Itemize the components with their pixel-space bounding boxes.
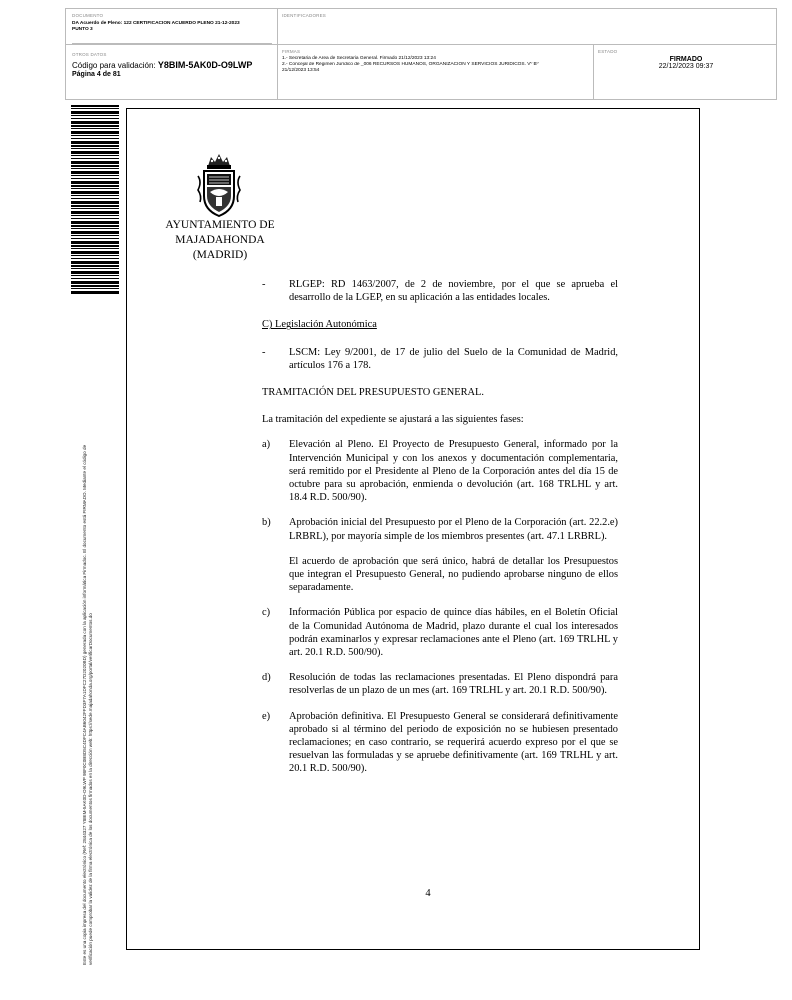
identificadores-cell (282, 9, 772, 44)
firmas-cell (282, 44, 588, 100)
coat-of-arms-icon (192, 152, 246, 218)
document-body (262, 278, 618, 776)
item-a-text: Elevación al Pleno. El Proyecto de Presupuesto General, informado por la Intervención Municipal y con los anexos y documentación complementaria, será remitido por el Presidente al Pleno de la Corporación antes del día 15 de octubre para su aprobación, enmienda o devolución (art. 168 TRLHL y art. 18.4 R.D. 500/90). (289, 439, 618, 504)
firma-2-date: 21/12/2023 13:54 (282, 68, 320, 73)
letterhead (150, 218, 290, 263)
estado-value: FIRMADO (669, 56, 703, 63)
list-marker: - (262, 346, 266, 358)
section-heading-autonomica: C) Legislación Autonómica (262, 319, 377, 331)
estado-cell (598, 44, 774, 100)
validation-line (72, 60, 272, 70)
item-e-text: Aprobación definitiva. El Presupuesto General se considerará definitivamente aprobado si al término del periodo de exposición no se hubiesen presentado reclamaciones; en caso contrario, se requerirá acuerdo expreso por el que se resuelvan las formuladas y se apruebe definitivamente (art. 169 TRLHL y art. 20.1 R.D. 500/90). (289, 710, 618, 775)
list-marker: - (262, 279, 266, 290)
list-item-c (262, 606, 618, 659)
page-info: Página 4 de 81 (72, 71, 121, 78)
document-header (65, 8, 777, 100)
list-item-lscm (262, 346, 618, 372)
identificadores-label: IDENTIFICADORES (282, 13, 327, 18)
list-item-a (262, 438, 618, 504)
lscm-text: LSCM: Ley 9/2001, de 17 de julio del Suelo de la Comunidad de Madrid, artículos 176 a 178. (289, 346, 618, 371)
documento-label: DOCUMENTO (72, 13, 104, 18)
otros-datos-label: OTROS DATOS (72, 52, 107, 57)
estado-label: ESTADO (598, 49, 618, 54)
item-b-continuation: El acuerdo de aprobación que será único, habrá de detallar los Presupuestos que integran el Presupuesto General, no pudiendo aprobarse ninguno de ellos separadamente. (289, 555, 618, 594)
list-marker: e) (262, 710, 271, 722)
page-number: 4 (425, 888, 431, 899)
firmas-label: FIRMAS (282, 49, 301, 54)
list-marker: a) (262, 439, 271, 451)
item-c-text: Información Pública por espacio de quince días hábiles, en el Boletín Oficial de la Comunidad Autónoma de Madrid, plazo durante el cual los interesados podrán examinarlos y expresar reclamaciones ante el Pleno (art. 169 TRLHL y art. 20.1 R.D. 500/90). (289, 607, 618, 659)
section-heading-tramitacion: TRAMITACIÓN DEL PRESUPUESTO GENERAL. (262, 387, 484, 399)
list-marker: b) (262, 517, 271, 529)
rlgep-text: RLGEP: RD 1463/2007, de 2 de noviembre, por el que se aprueba el desarrollo de la LGEP, en su aplicación a las entidades locales. (289, 279, 618, 304)
documento-cell (72, 9, 272, 44)
list-marker: c) (262, 607, 271, 619)
letterhead-line-1: AYUNTAMIENTO DE (165, 219, 275, 231)
documento-value: DA Acuerdo de Pleno: 122 CERTIFICACION ACUERDO PLENO 21-12-2023 PUNTO 3 (72, 21, 240, 32)
item-d-text: Resolución de todas las reclamaciones presentadas. El Pleno dispondrá para resolverlas de un plazo de un mes (art. 169 TRLHL y art. 20.1 R.D. 500/90). (289, 672, 618, 697)
letterhead-line-3: (MADRID) (192, 249, 248, 261)
side-verification-line-1: Este es una copia impresa del documento electrónico (Ref: 2844327 Y8BIM-5AK0D-O9LWP 98F0C0B8D5C4DFC4AB6042FFD3F7A1DFC27D2020BD) generada con la aplicación informática Firmadoc. El documento está FIRMADO. Mediante el código de (82, 444, 87, 965)
list-item-e (262, 710, 618, 776)
firma-1: 1.- Secretaria de Area de Secretaria General. Firmado 21/12/2023 13:24 (282, 56, 436, 61)
validation-prefix: Código para validación: (72, 61, 156, 70)
barcode (71, 105, 119, 295)
side-verification-line-2: verificación puede comprobar la validez de la firma electrónica de los documentos firmados en la dirección web: https://sede.majadahonda.org/portal/verificarDocumentos.do (88, 613, 93, 965)
estado-date: 22/12/2023 09:37 (658, 63, 714, 70)
item-b-text: Aprobación inicial del Presupuesto por el Pleno de la Corporación (art. 22.2.e) LRBRL), por mayoría simple de los miembros presentes (art. 47.1 LRBRL). (289, 517, 618, 542)
list-item-b (262, 516, 618, 542)
list-item-d (262, 671, 618, 697)
intro-paragraph: La tramitación del expediente se ajustará a las siguientes fases: (262, 414, 524, 426)
list-marker: d) (262, 672, 271, 684)
otros-datos-cell (72, 44, 272, 100)
firma-2: 2.- Concejal de Régimen Jurídico de _006 RECURSOS HUMANOS, ORGANIZACIÓN Y SERVICIOS JURIDICOS. Vº Bº (282, 62, 539, 67)
validation-code: Y8BIM-5AK0D-O9LWP (157, 60, 253, 70)
list-item-rlgep (262, 278, 618, 304)
letterhead-line-2: MAJADAHONDA (175, 234, 265, 246)
